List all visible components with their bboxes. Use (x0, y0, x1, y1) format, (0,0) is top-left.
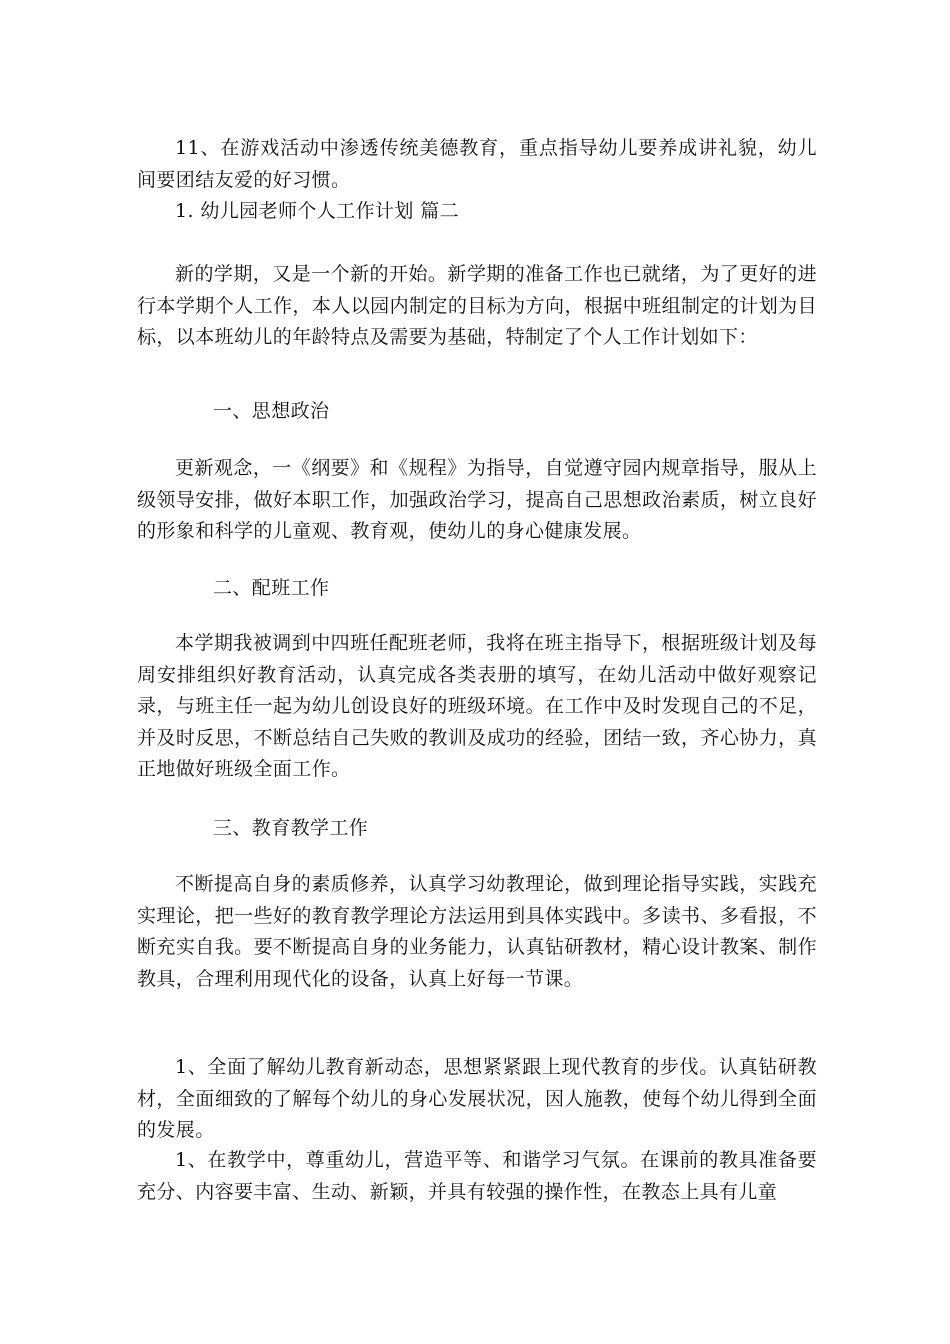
paragraph-game-activity: 11、在游戏活动中渗透传统美德教育，重点指导幼儿要养成讲礼貌，幼儿间要团结友爱的好习惯。 (137, 137, 817, 191)
heading-teaching: 三、教育教学工作 (213, 817, 369, 839)
paragraph-item-1b: 1、在教学中，尊重幼儿，营造平等、和谐学习气氛。在课前的教具准备要充分、内容要丰富、生动、新颖，并具有较强的操作性，在教态上具有儿童 (137, 1149, 817, 1203)
section-heading-part-two: 1. 幼儿园老师个人工作计划 篇二 (175, 200, 460, 222)
paragraph-item-1a: 1、全面了解幼儿教育新动态，思想紧紧跟上现代教育的步伐。认真钻研教材，全面细致的了解每个幼儿的身心发展状况，因人施教，使每个幼儿得到全面的发展。 (137, 1056, 817, 1141)
heading-assistant-class: 二、配班工作 (213, 577, 330, 599)
paragraph-ideology: 更新观念，一《纲要》和《规程》为指导，自觉遵守园内规章指导，服从上级领导安排，做好本职工作，加强政治学习，提高自己思想政治素质，树立良好的形象和科学的儿童观、教育观，使幼儿的身心健康发展。 (137, 457, 817, 542)
paragraph-intro: 新的学期，又是一个新的开始。新学期的准备工作也已就绪，为了更好的进行本学期个人工作，本人以园内制定的目标为方向，根据中班组制定的计划为目标，以本班幼儿的年龄特点及需要为基础，特制定了个人工作计划如下： (137, 263, 817, 348)
paragraph-assistant-class: 本学期我被调到中四班任配班老师，我将在班主指导下，根据班级计划及每周安排组织好教育活动，认真完成各类表册的填写，在幼儿活动中做好观察记录，与班主任一起为幼儿创设良好的班级环境。在工作中及时发现自己的不足，并及时反思，不断总结自己失败的教训及成功的经验，团结一致，齐心协力，真正地做好班级全面工作。 (137, 632, 817, 780)
paragraph-teaching: 不断提高自身的素质修养，认真学习幼教理论，做到理论指导实践，实践充实理论，把一些好的教育教学理论方法运用到具体实践中。多读书、多看报，不断充实自我。要不断提高自身的业务能力，认真钻研教材，精心设计教案、制作教具，合理利用现代化的设备，认真上好每一节课。 (137, 873, 817, 990)
heading-ideology: 一、思想政治 (213, 400, 330, 422)
